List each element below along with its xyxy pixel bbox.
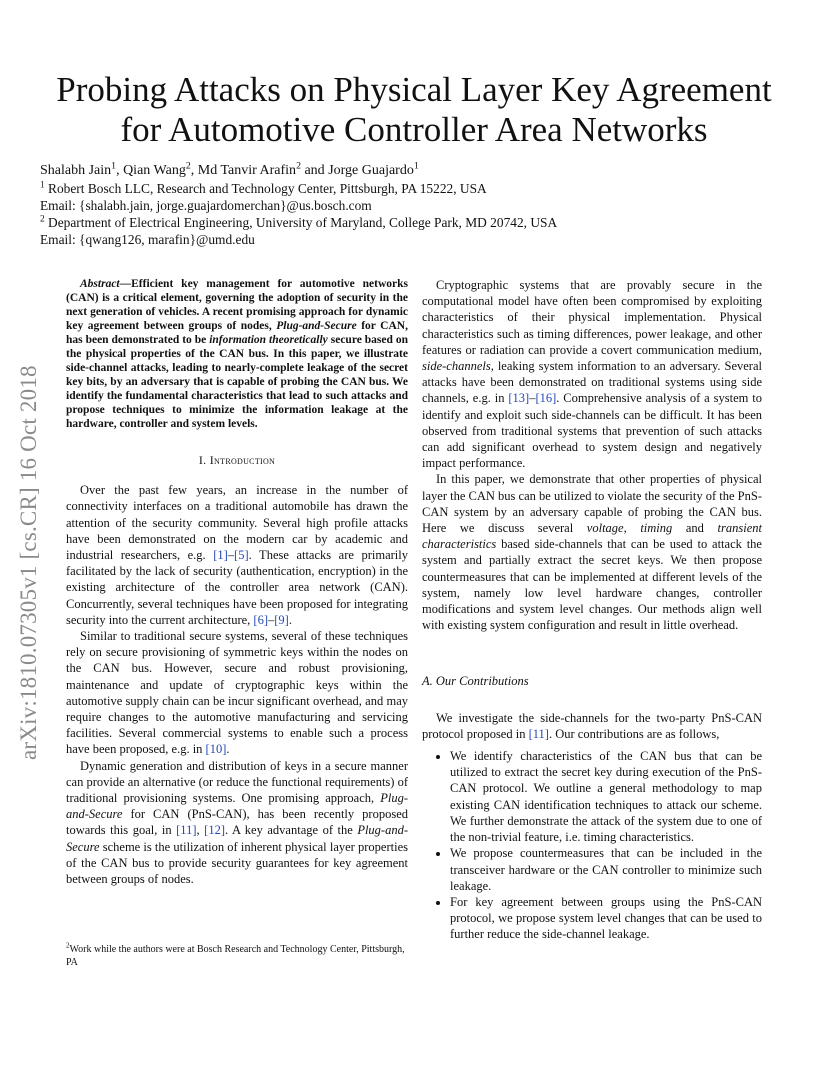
right-paragraph-2: In this paper, we demonstrate that other properties of physical layer the CAN bus can be utilized to violate the security of the PnS-CAN system by an adversary capable of probing the CAN bus. Here we discuss several voltage, timing and transient characteristics based side-channels that can be used to attack the system and partially extract the secret keys. We then propose countermeasures that can be implemented at different levels of the system, namely low level hardware changes, controller modifications and system level changes. Our methods align well with existing system configuration and result in little overhead. [422,472,762,633]
paper-title [40,70,788,150]
intro-paragraph-2: Similar to traditional secure systems, several of these techniques rely on secure provisioning of symmetric keys within the nodes on the CAN bus. However, secure and robust provisioning, maintenance and update of cryptographic keys within the automotive supply chain can be incur significant overhead, and may require changes to the automotive manufacturing and servicing facilities. Several commercial systems to enable such a process have been proposed, e.g. in [10]. [66,629,408,757]
citation-link[interactable]: [11] [528,726,549,741]
citation-link[interactable]: [12] [204,823,225,838]
right-paragraph-1: Cryptographic systems that are provably secure in the computational model have often been compromised by exploiting characteristics of their physical implementation. Physical characteristics such as timing differences, power leakage, and other features or radiation can provide a covert communication medium, side-channels, leaking system information to an adversary. Several attacks have been demonstrated on traditional systems using side channels, e.g. in [13]–[16]. Comprehensive analysis of a system to identify and exploit such side-channels can be difficult. It has been observed from traditional systems that prevention of such attacks can add significant overhead to system design and negatively impact performance. [422,278,762,471]
citation-link[interactable]: [6] [253,612,268,627]
title-line-1: Probing Attacks on Physical Layer Key Agreement [56,70,772,109]
citation-link[interactable]: [10] [205,742,227,757]
right-column [422,277,762,943]
email-1[interactable]: Email: {shalabh.jain, jorge.guajardomerchan}@us.bosch.com [40,198,372,213]
contributions-list [422,748,762,942]
abstract-label: Abstract [80,278,120,290]
intro-paragraph-3: Dynamic generation and distribution of keys in a secure manner can provide an alternative (or reduce the functional requirements) of traditional provisioning systems. One promising approach, Plug-and-Secure for CAN (PnS-CAN), has been recently proposed towards this goal, in [11], [12]. A key advantage of the Plug-and-Secure scheme is the utilization of inherent physical layer properties of the CAN bus to provide security guarantees for key agreement between groups of nodes. [66,758,409,887]
list-item: • We propose countermeasures that can be included in the transceiver hardware or the CAN controller to minimize such leakage. [450,845,762,894]
citation-link[interactable]: [1] [213,548,228,563]
arxiv-identifier: arXiv:1810.07305v1 [cs.CR] 16 Oct 2018 [16,365,41,760]
list-item: • For key agreement between groups using the PnS-CAN protocol, we propose system level changes that can be used to further reduce the side-channel leakage. [450,894,762,943]
section-heading-introduction: I. Introduction [198,453,276,467]
email-2[interactable]: Email: {qwang126, marafin}@umd.edu [40,232,255,247]
author-name: Md Tanvir Arafin [197,163,297,178]
author-name: Qian Wang [123,163,186,178]
footnote: $^2$Work while the authors were at Bosch Research and Technology Center, Pittsburgh, PA [66,941,405,968]
citation-link[interactable]: [11] [176,823,197,838]
citation-link[interactable]: [5] [234,548,249,563]
abstract: Abstract—Efficient key management for automotive networks (CAN) is a critical element, governing the adoption of security in the next generation of vehicles. A recent promising approach for dynamic key agreement between groups of nodes, Plug-and-Secure for CAN, has been demonstrated to be information theoretically secure based on the physical properties of the CAN bus. In this paper, we illustrate side-channel attacks, leading to nearly-complete leakage of the secret key bits, by an adversary that is capable of probing the CAN bus. We identify the fundamental characteristics that lead to such attacks and propose techniques to minimize the information leakage at the hardware, controller and system levels. [66,278,408,430]
affiliation-2: $^2$ Department of Electrical Engineering, University of Maryland, College Park, MD 20742, USA [40,214,558,230]
list-item: • We identify characteristics of the CAN bus that can be utilized to extract the secret key during execution of the PnS-CAN protocol. We outline a general methodology to map existing CAN identification techniques to attack our scheme. We further demonstrate the attack of the system due to one of the non-trivial feature, i.e. timing characteristics. [450,748,762,845]
left-column [66,277,408,887]
author-block [40,162,788,248]
citation-link[interactable]: [13] [508,391,530,406]
affiliation-1: $^1$ Robert Bosch LLC, Research and Technology Center, Pittsburgh, PA 15222, USA [40,180,487,196]
intro-paragraph-1: Over the past few years, an increase in the number of connectivity interfaces on a traditional automobile has drawn the attention of the security community. Several high profile attacks have been demonstrated on the modern car by academic and industrial researchers, e.g. [1]–[5]. These attacks are primarily facilitated by the lack of security (authentication, encryption) in the existing architecture of the controller area network (CAN). Concurrently, several techniques have been proposed for integrating security into the current architecture, [6]–[9]. [66,483,408,627]
citation-link[interactable]: [9] [274,612,289,627]
title-line-2: for Automotive Controller Area Networks [120,110,708,149]
author-name: Shalabh Jain [40,163,112,178]
citation-link[interactable]: [16] [535,391,557,406]
subsection-heading-contributions: A. Our Contributions [422,674,529,689]
author-name: Jorge Guajardo [328,163,414,178]
author-names: Shalabh Jain$^1$, Qian Wang$^2$, Md Tanvir Arafin$^2$ and Jorge Guajardo$^1$ [40,160,419,178]
contributions-intro: We investigate the side-channels for the two-party PnS-CAN protocol proposed in [11]. Our contributions are as follows, [422,710,762,741]
